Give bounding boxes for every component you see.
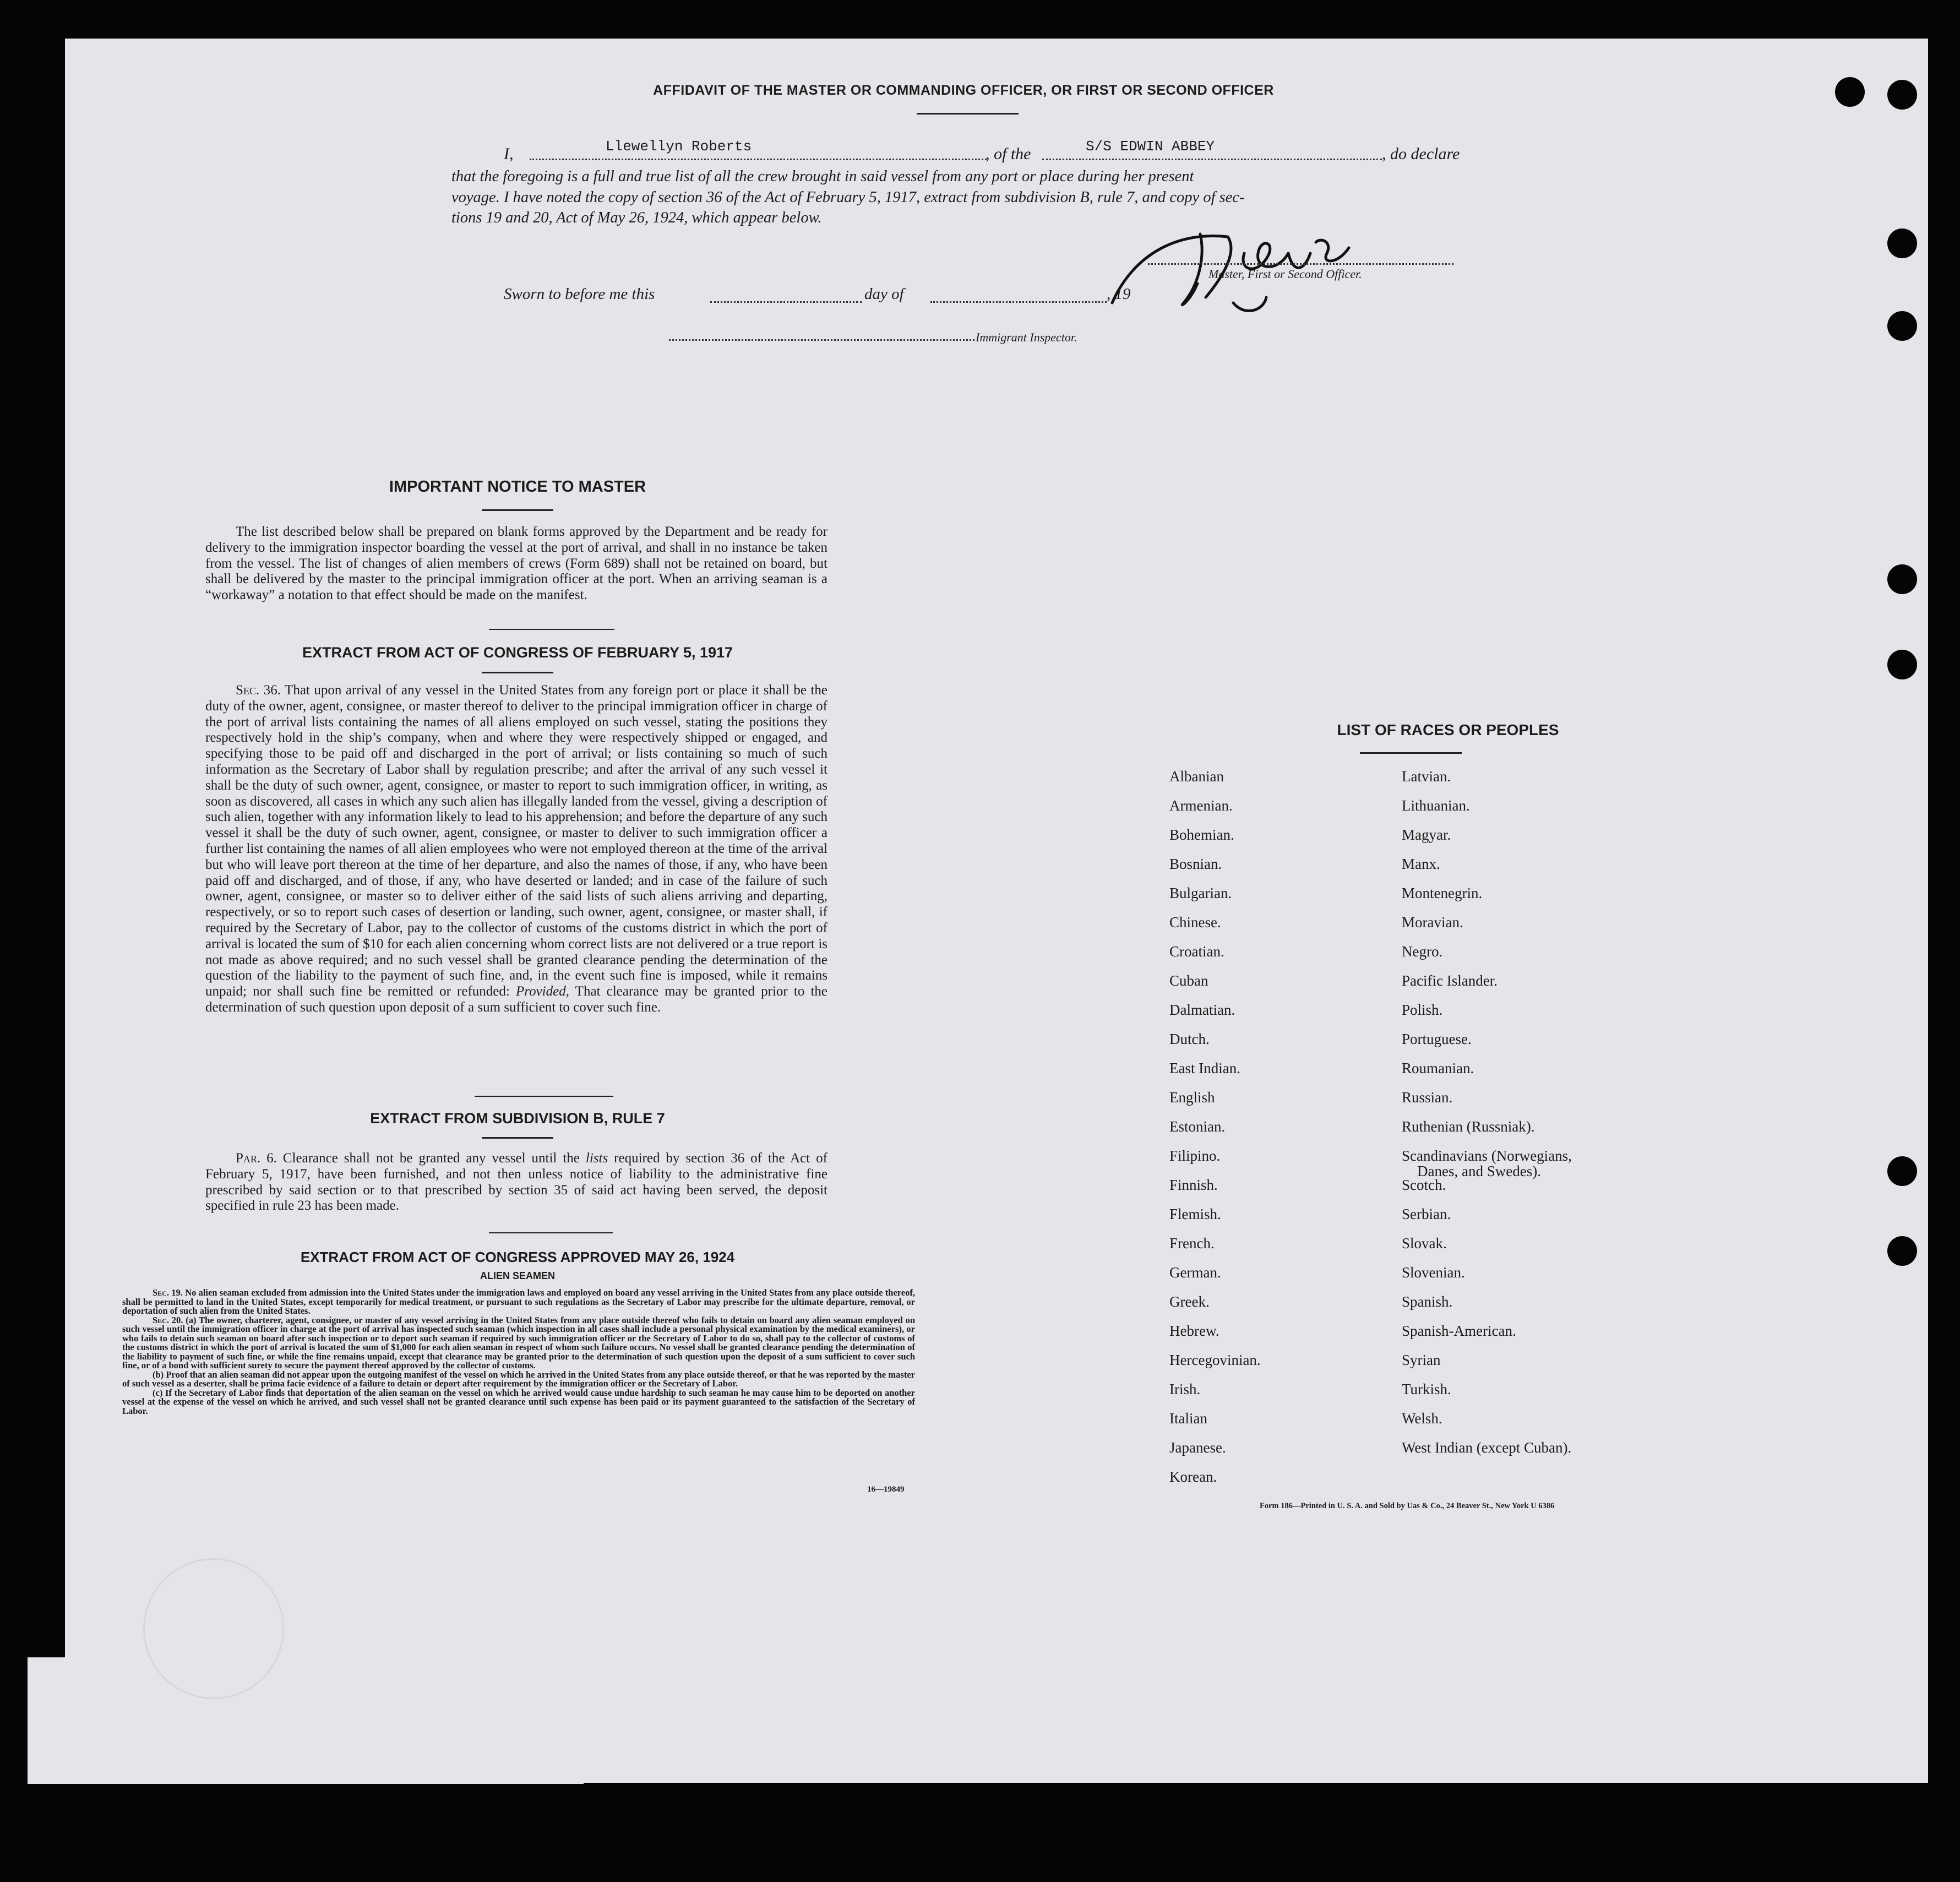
race-item: Portuguese.	[1402, 1031, 1472, 1047]
race-item: Japanese.	[1169, 1439, 1226, 1456]
race-item: Pacific Islander.	[1402, 972, 1498, 989]
race-item: Greek.	[1169, 1293, 1210, 1310]
races-rule	[1360, 752, 1462, 754]
rule7-body	[205, 1151, 827, 1214]
punch-hole	[1887, 650, 1917, 679]
race-item: Filipino.	[1169, 1147, 1221, 1164]
race-item: Dutch.	[1169, 1031, 1210, 1047]
race-item: Ruthenian (Russniak).	[1402, 1118, 1535, 1135]
inspector-caption: Immigrant Inspector.	[976, 330, 1077, 344]
faint-stamp	[143, 1558, 284, 1699]
title-rule	[917, 113, 1019, 115]
par-6-label: Par. 6.	[236, 1151, 277, 1166]
race-item: Scotch.	[1402, 1177, 1446, 1193]
race-item: Polish.	[1402, 1002, 1443, 1018]
race-item: Chinese.	[1169, 914, 1221, 931]
extract-1917-rule	[482, 672, 553, 673]
race-item: Korean.	[1169, 1468, 1217, 1485]
form-note: Form 186—Printed in U. S. A. and Sold by Uas & Co., 24 Beaver St., New York U 6386	[1260, 1502, 1555, 1510]
section-divider	[489, 629, 614, 630]
punch-hole	[1887, 229, 1917, 258]
race-item: Croatian.	[1169, 943, 1224, 960]
race-item: Roumanian.	[1402, 1060, 1474, 1076]
race-item: Hercegovinian.	[1169, 1352, 1261, 1368]
race-item: Albanian	[1169, 768, 1224, 785]
race-item: Bohemian.	[1169, 826, 1234, 843]
year-label: , 19	[1107, 285, 1131, 303]
race-item: Italian	[1169, 1410, 1207, 1427]
punch-hole	[1887, 311, 1917, 341]
section-divider	[489, 1232, 613, 1233]
sec-36-label: Sec. 36.	[236, 683, 281, 698]
race-item: Flemish.	[1169, 1206, 1221, 1222]
race-item: Finnish.	[1169, 1177, 1218, 1193]
race-item: East Indian.	[1169, 1060, 1240, 1076]
race-item: Negro.	[1402, 943, 1443, 960]
sec-19-text: No alien seaman excluded from admission into the United States under the immigration laws and employed on board any vessel arriving in the United States from any place outside thereof, shall be permitted to land in the United States, except temporarily for medical treatment, or pursuant to such regulations as the Secretary of Labor may prescribe for the ultimate departure, removal, or deportation of such alien from the United States.	[122, 1287, 916, 1316]
punch-hole	[1887, 1236, 1917, 1266]
race-item: Latvian.	[1402, 768, 1451, 785]
race-item: Turkish.	[1402, 1381, 1451, 1397]
affidavit-i-label: I,	[504, 145, 514, 163]
sec-19-label: Sec. 19.	[153, 1287, 183, 1298]
affidavit-line-4: tions 19 and 20, Act of May 26, 1924, which appear below.	[451, 209, 822, 226]
extract-1917-title: EXTRACT FROM ACT OF CONGRESS OF FEBRUARY 5, 1917	[302, 644, 733, 661]
lists-word: lists	[585, 1151, 608, 1166]
alien-seamen-subtitle: ALIEN SEAMEN	[480, 1270, 555, 1281]
notice-rule	[482, 509, 553, 511]
document-sheet-lower	[28, 1657, 584, 1784]
race-item: Dalmatian.	[1169, 1002, 1235, 1018]
race-item: Estonian.	[1169, 1118, 1226, 1135]
sworn-day-line	[710, 289, 862, 303]
master-name-line	[530, 144, 987, 160]
race-item: Slovenian.	[1402, 1264, 1465, 1281]
race-item: West Indian (except Cuban).	[1402, 1439, 1572, 1456]
race-item: Russian.	[1402, 1089, 1453, 1106]
officer-caption: Master, First or Second Officer.	[1208, 267, 1362, 281]
par-6-text-b: required by section 36 of the Act of February 5, 1917, have been furnished, and not then unless notice of liability to the administrative fine prescribed by said section or to that prescribed by section 35 of said act having been served, the deposit specified in rule 23 has been made.	[205, 1151, 828, 1214]
race-item: Bosnian.	[1169, 856, 1222, 872]
race-item: Slovak.	[1402, 1235, 1447, 1252]
races-title: LIST OF RACES OR PEOPLES	[1337, 721, 1559, 738]
section-divider	[475, 1096, 613, 1097]
extract-1924-body	[122, 1288, 915, 1416]
affidavit-line-3: voyage. I have noted the copy of section 36 of the Act of February 5, 1917, extract from subdivision B, rule 7, and copy of sec-	[451, 189, 1245, 206]
race-item: Montenegrin.	[1402, 885, 1483, 901]
extract-1924-title: EXTRACT FROM ACT OF CONGRESS APPROVED MAY 26, 1924	[300, 1249, 735, 1265]
race-item: Moravian.	[1402, 914, 1463, 931]
race-item: Manx.	[1402, 856, 1440, 872]
punch-hole	[1887, 564, 1917, 594]
notice-body	[205, 524, 827, 603]
sec-20a-text: (a) The owner, charterer, agent, consignee, or master of any vessel arriving in the United States from any place outside thereof who fails to detain on board any alien seaman employed on such vessel until the immigration officer in charge at the port of arrival has inspected such seaman (which inspection in all cases shall include a personal physical examination by the medical examiners), or who fails to detain such seaman on board after such inspection or to deport such seaman if required by such immigration officer or the Secretary of Labor to do so, shall pay to the collector of customs of the customs district in which the port of arrival is located the sum of $1,000 for each alien seaman in respect of whom such failure occurs. No vessel shall be granted clearance pending the determination of the liability to payment of such fine, or while the fine remains unpaid, except that clearance may be granted prior to the determination of such question upon the deposit of a sum sufficient to cover such fine, or of a bond with sufficient surety to secure the payment thereof approved by the collector of customs.	[122, 1314, 915, 1370]
print-code: 16—19849	[867, 1485, 905, 1494]
affidavit-declare-label: , do declare	[1382, 145, 1460, 163]
race-item: Bulgarian.	[1169, 885, 1232, 901]
sec-20-label: Sec. 20.	[153, 1314, 183, 1325]
officer-signature-line	[1148, 252, 1453, 265]
day-of-label: day of	[864, 285, 904, 303]
race-item: English	[1169, 1089, 1215, 1106]
punch-hole	[1835, 77, 1865, 107]
par-6-text-a: Clearance shall not be granted any vessel until the	[282, 1151, 580, 1166]
race-item: Lithuanian.	[1402, 797, 1470, 814]
race-item: Welsh.	[1402, 1410, 1442, 1427]
race-item: Hebrew.	[1169, 1323, 1219, 1339]
punch-hole	[1887, 1156, 1917, 1186]
race-item: Magyar.	[1402, 826, 1451, 843]
provided-label: Provided,	[516, 984, 569, 999]
master-name-field[interactable]: Llewellyn Roberts	[606, 138, 752, 155]
race-item: Irish.	[1169, 1381, 1201, 1397]
sec-20b-text: (b) Proof that an alien seaman did not appear upon the outgoing manifest of the vessel on which he arrived in the United States from any place outside thereof, or that he was reported by the master of such vessel as a deserter, shall be prima facie evidence of a failure to detain or deport after requirement by the immigration officer or the Secretary of Labor.	[122, 1369, 915, 1389]
affidavit-line-2: that the foregoing is a full and true list of all the crew brought in said vessel from any port or place during her present	[451, 168, 1194, 185]
inspector-line	[669, 329, 974, 341]
affidavit-title: AFFIDAVIT OF THE MASTER OR COMMANDING OFFICER, OR FIRST OR SECOND OFFICER	[653, 83, 1274, 98]
punch-hole	[1887, 80, 1917, 110]
race-item: Danes, and Swedes).	[1417, 1163, 1541, 1179]
race-item: Serbian.	[1402, 1206, 1451, 1222]
race-item: Armenian.	[1169, 797, 1233, 814]
race-item: Spanish.	[1402, 1293, 1453, 1310]
race-item: French.	[1169, 1235, 1215, 1252]
notice-body-text: The list described below shall be prepared on blank forms approved by the Department and be ready for delivery to the immigration inspector boarding the vessel at the port of arrival, and shall in no instance be taken from the vessel. The list of changes of alien members of crews (Form 689) shall not be retained on board, but shall be delivered by the master to the principal immigration officer at the port. When an arriving seaman is a “workaway” a notation to that effect should be made on the manifest.	[205, 524, 827, 603]
notice-title: IMPORTANT NOTICE TO MASTER	[389, 478, 646, 496]
affidavit-of-the-label: , of the	[986, 145, 1031, 163]
race-item: Cuban	[1169, 972, 1208, 989]
rule7-rule	[482, 1137, 553, 1139]
race-item: German.	[1169, 1264, 1221, 1281]
vessel-name-field[interactable]: S/S EDWIN ABBEY	[1086, 138, 1215, 155]
rule7-title: EXTRACT FROM SUBDIVISION B, RULE 7	[370, 1110, 665, 1127]
sec-20c-text: (c) If the Secretary of Labor finds that deportation of the alien seaman on the vessel on which he arrived would cause undue hardship to such seaman he may cause him to be deported on another vessel at the expense of the vessel on which he arrived, and such vessel shall not be granted clearance until such expense has been paid or its payment guaranteed to the satisfaction of the Secretary of Labor.	[122, 1387, 915, 1416]
race-item: Syrian	[1402, 1352, 1441, 1368]
extract-1917-body	[205, 683, 827, 1016]
race-item: Spanish-American.	[1402, 1323, 1516, 1339]
race-item: Scandinavians (Norwegians,	[1402, 1147, 1572, 1164]
sworn-label: Sworn to before me this	[504, 285, 655, 303]
sworn-month-line	[930, 289, 1107, 303]
sec-36-text: That upon arrival of any vessel in the United States from any foreign port or place it shall be the duty of the owner, agent, consignee, or master thereof to deliver to the principal immigration officer in charge of the port of arrival lists containing the names of all aliens employed on such vessel, stating the positions they respectively hold in the ship’s company, when and where they were respectively shipped or engaged, and specifying those to be paid off and discharged in the port of arrival; or lists containing so much of such information as the Secretary of Labor shall by regulation prescribe; and after the arrival of any such vessel it shall be the duty of such owner, agent, consignee, or master to report to such immigration officer, in writing, as soon as discovered, all cases in which any such alien has illegally landed from the vessel, giving a description of such alien, together with any information likely to lead to his apprehension; and before the departure of any such vessel it shall be the duty of such owner, agent, consignee, or master to deliver to such immigration officer a further list containing the names of all alien employees who were not employed thereon at the time of the arrival but who will leave port thereon at the time of her departure, and also the names of those, if any, who have been paid off and discharged, and of those, if any, who have deserted or landed; and in case of the failure of such owner, agent, consignee, or master so to deliver either of the said lists of such aliens arriving and departing, respectively, or so to report such cases of desertion or landing, such owner, agent, consignee, or master shall, if required by the Secretary of Labor, pay to the collector of customs of the customs district in which the port of arrival is located the sum of $10 for each alien concerning whom correct lists are not delivered or a true report is not made as above required; and no such vessel shall be granted clearance pending the determination of the question of the liability to the payment of such fine, and, in the event such fine is imposed, while it remains unpaid; nor shall such fine be remitted or refunded:	[205, 683, 827, 999]
sec-36-text-end: That clearance may be granted prior to the determination of such question upon deposit of a sum sufficient to cover such fine.	[205, 984, 827, 1015]
